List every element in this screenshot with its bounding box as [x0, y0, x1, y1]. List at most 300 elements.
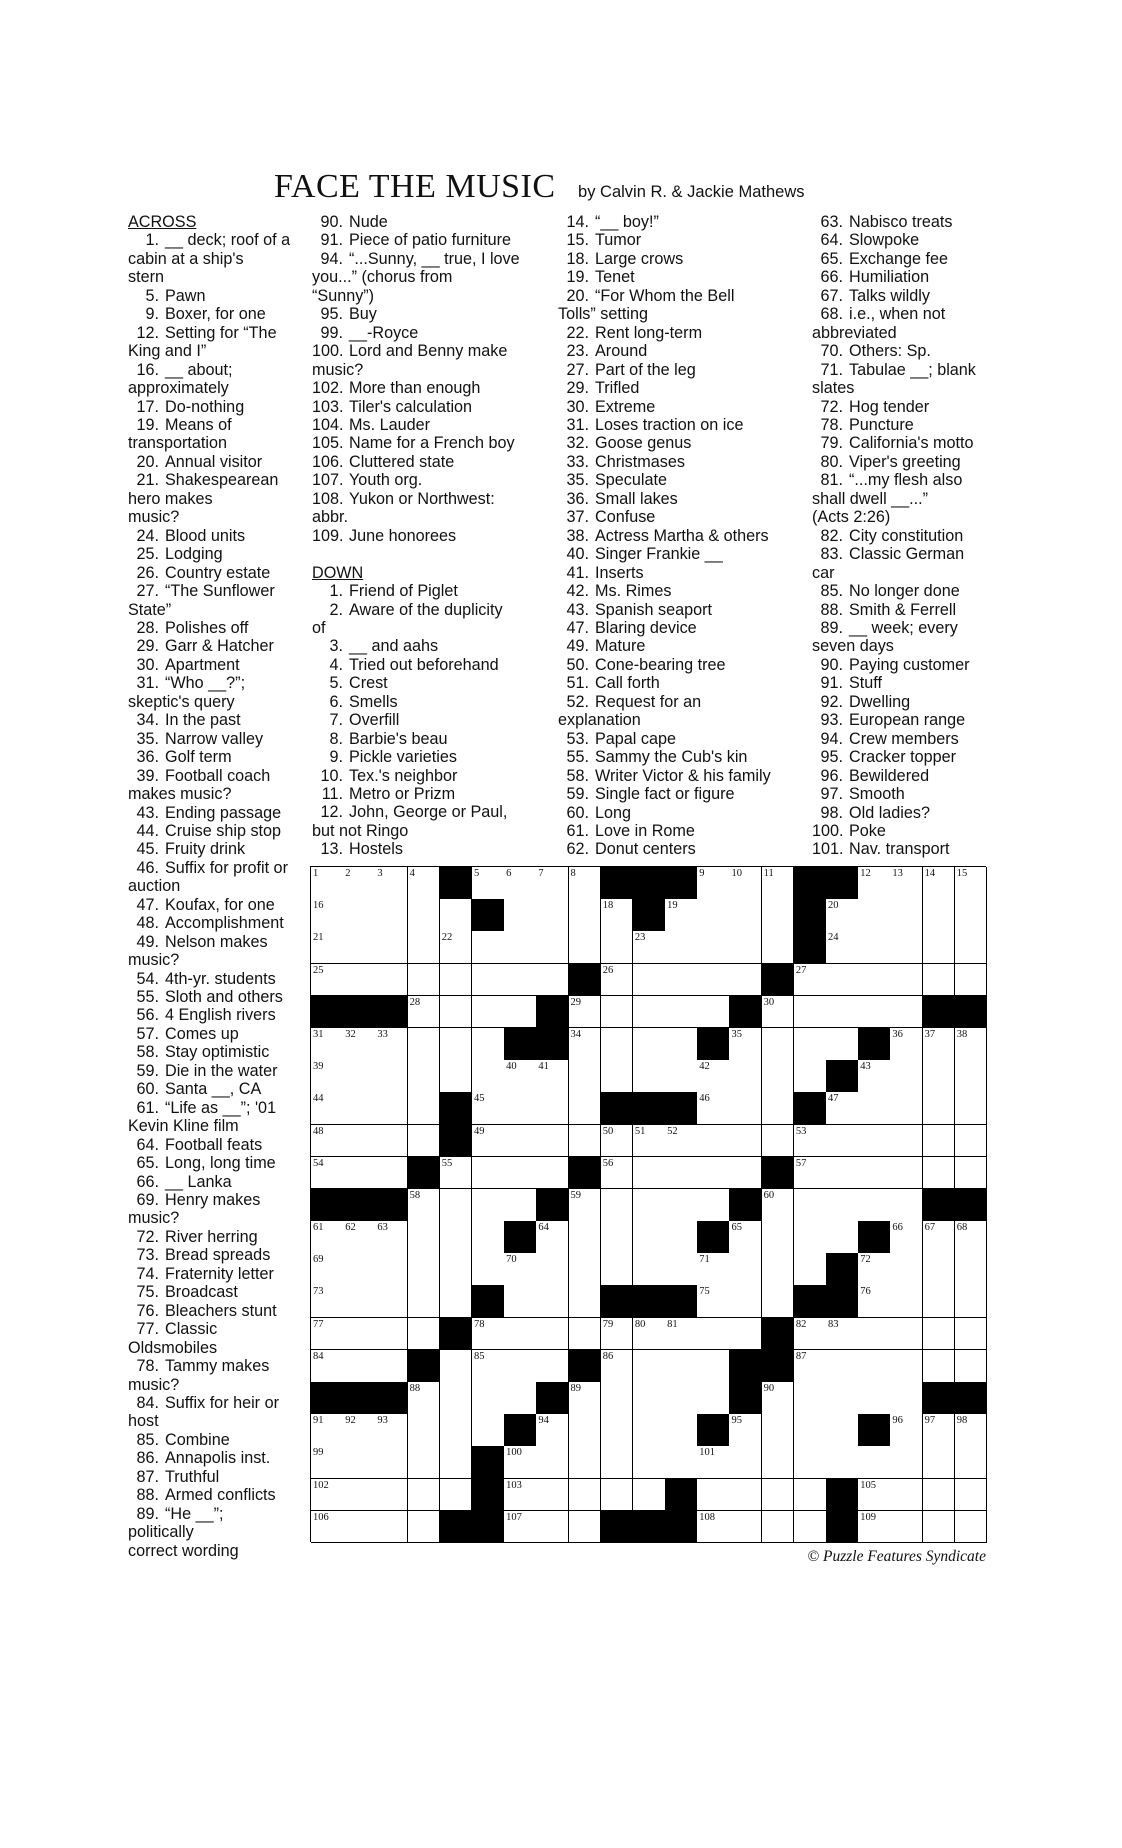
grid-block	[794, 1285, 827, 1318]
grid-block	[504, 1221, 537, 1254]
cell-number: 11	[763, 868, 774, 879]
cell-number: 67	[924, 1222, 936, 1234]
grid-cell	[955, 1511, 988, 1544]
grid-cell	[665, 899, 698, 932]
grid-block	[311, 996, 344, 1029]
grid-cell	[569, 996, 602, 1029]
grid-cell	[343, 1125, 376, 1158]
grid-block	[569, 1350, 602, 1383]
grid-cell	[440, 1060, 473, 1093]
grid-cell	[858, 1511, 891, 1544]
down-clue-23: 23. Around	[566, 342, 648, 361]
grid-cell	[890, 964, 923, 997]
across-clue-19: 19. Means of transportation	[128, 415, 232, 453]
grid-cell	[311, 1285, 344, 1318]
across-clue-29: 29. Garr & Hatcher	[136, 637, 274, 656]
grid-cell	[504, 867, 537, 900]
grid-cell	[729, 964, 762, 997]
grid-cell	[472, 1028, 505, 1061]
grid-cell	[569, 899, 602, 932]
cell-number: 85	[473, 1350, 485, 1362]
grid-cell	[665, 964, 698, 997]
down-clue-82: 82. City constitution	[820, 526, 964, 545]
grid-cell	[311, 1028, 344, 1061]
grid-cell	[375, 867, 408, 900]
grid-cell	[762, 931, 795, 964]
grid-cell	[440, 1189, 473, 1222]
grid-cell	[536, 1157, 569, 1190]
grid-block	[633, 1511, 666, 1544]
grid-cell	[697, 1479, 730, 1512]
grid-cell	[890, 1157, 923, 1190]
grid-cell	[375, 1253, 408, 1286]
across-clue-36: 36. Golf term	[136, 748, 232, 767]
cell-number: 98	[956, 1415, 968, 1427]
across-clue-89: 89. “He __”; politically correct wording	[128, 1504, 239, 1560]
grid-cell	[826, 1446, 859, 1479]
grid-block	[665, 1479, 698, 1512]
grid-cell	[923, 1125, 956, 1158]
down-clue-85: 85. No longer done	[820, 582, 960, 601]
across-clue-109: 109. June honorees	[312, 526, 457, 545]
across-clue-39: 39. Football coach makes music?	[128, 766, 271, 804]
grid-cell	[665, 1157, 698, 1190]
cell-number: 71	[699, 1254, 710, 1266]
grid-block	[633, 899, 666, 932]
grid-cell	[504, 1318, 537, 1351]
grid-cell	[762, 867, 795, 900]
grid-block	[375, 996, 408, 1029]
grid-cell	[858, 931, 891, 964]
grid-cell	[569, 1382, 602, 1415]
grid-cell	[440, 1157, 473, 1190]
down-clue-49: 49. Mature	[566, 637, 646, 656]
across-clue-34: 34. In the past	[136, 711, 241, 730]
grid-cell	[504, 899, 537, 932]
grid-cell	[408, 899, 441, 932]
grid-cell	[408, 1125, 441, 1158]
grid-cell	[311, 1253, 344, 1286]
cell-number: 21	[313, 932, 324, 944]
grid-cell	[601, 1446, 634, 1479]
grid-cell	[858, 1125, 891, 1158]
grid-cell	[633, 1446, 666, 1479]
down-clue-47: 47. Blaring device	[566, 618, 697, 637]
grid-cell	[536, 1221, 569, 1254]
across-clue-61: 61. “Life as __”; '01 Kevin Kline film	[128, 1098, 277, 1136]
grid-cell	[729, 1092, 762, 1125]
clue-column-2	[312, 213, 557, 859]
grid-cell	[311, 1414, 344, 1447]
cell-number: 68	[956, 1222, 968, 1234]
down-clue-18: 18. Large crows	[566, 249, 684, 268]
grid-cell	[955, 1253, 988, 1286]
grid-cell	[729, 931, 762, 964]
grid-cell	[343, 1479, 376, 1512]
grid-cell	[408, 1414, 441, 1447]
grid-cell	[923, 1285, 956, 1318]
across-clue-21: 21. Shakespearean hero makes music?	[128, 471, 279, 527]
cell-number: 61	[313, 1222, 324, 1234]
cell-number: 42	[699, 1061, 710, 1073]
down-clue-33: 33. Christmases	[566, 452, 685, 471]
grid-cell	[955, 867, 988, 900]
cell-number: 81	[667, 1318, 678, 1330]
grid-cell	[311, 1350, 344, 1383]
grid-block	[569, 1157, 602, 1190]
grid-cell	[569, 1318, 602, 1351]
grid-cell	[858, 1189, 891, 1222]
down-clue-22: 22. Rent long-term	[566, 323, 703, 342]
down-clue-36: 36. Small lakes	[566, 489, 678, 508]
grid-cell	[601, 931, 634, 964]
grid-cell	[536, 931, 569, 964]
grid-cell	[955, 1479, 988, 1512]
grid-cell	[504, 1125, 537, 1158]
grid-cell	[375, 1221, 408, 1254]
grid-cell	[311, 1446, 344, 1479]
grid-cell	[890, 1382, 923, 1415]
grid-cell	[826, 1382, 859, 1415]
grid-block	[311, 1189, 344, 1222]
cell-number: 92	[345, 1415, 356, 1427]
across-clue-35: 35. Narrow valley	[136, 729, 264, 748]
down-clue-101: 101. Nav. transport	[812, 840, 950, 859]
cell-number: 15	[956, 868, 968, 879]
grid-cell	[794, 1028, 827, 1061]
across-clue-57: 57. Comes up	[136, 1024, 239, 1043]
cell-number: 24	[828, 932, 839, 944]
down-clue-40: 40. Singer Frankie __	[566, 545, 723, 564]
grid-cell	[472, 1125, 505, 1158]
grid-block	[343, 1382, 376, 1415]
grid-cell	[955, 1060, 988, 1093]
across-clue-47: 47. Koufax, for one	[136, 895, 275, 914]
grid-cell	[472, 996, 505, 1029]
grid-cell	[890, 1092, 923, 1125]
down-clue-43: 43. Spanish seaport	[566, 600, 712, 619]
across-clue-88: 88. Armed conflicts	[136, 1486, 276, 1505]
cell-number: 91	[313, 1415, 324, 1427]
down-clue-31: 31. Loses traction on ice	[566, 415, 744, 434]
grid-cell	[858, 1157, 891, 1190]
grid-block	[762, 1318, 795, 1351]
grid-cell	[858, 1350, 891, 1383]
grid-cell	[375, 931, 408, 964]
across-clue-66: 66. __ Lanka	[136, 1172, 232, 1191]
cell-number: 84	[313, 1350, 324, 1362]
grid-cell	[858, 1253, 891, 1286]
cell-number: 44	[313, 1093, 324, 1105]
grid-cell	[408, 1382, 441, 1415]
grid-cell	[408, 1511, 441, 1544]
across-clue-76: 76. Bleachers stunt	[136, 1301, 277, 1320]
grid-cell	[697, 1350, 730, 1383]
down-clue-95: 95. Cracker topper	[820, 748, 957, 767]
grid-cell	[665, 1350, 698, 1383]
cell-number: 47	[828, 1093, 839, 1105]
cell-number: 13	[892, 868, 903, 879]
down-clue-94: 94. Crew members	[820, 729, 959, 748]
down-clue-14: 14. “__ boy!”	[566, 213, 659, 231]
cell-number: 35	[731, 1028, 742, 1040]
grid-cell	[729, 1511, 762, 1544]
grid-cell	[440, 1350, 473, 1383]
cell-number: 40	[506, 1061, 517, 1073]
grid-cell	[697, 1446, 730, 1479]
grid-cell	[408, 1285, 441, 1318]
grid-cell	[794, 1350, 827, 1383]
cell-number: 60	[763, 1189, 775, 1201]
grid-cell	[408, 1253, 441, 1286]
grid-cell	[794, 1221, 827, 1254]
down-clue-19: 19. Tenet	[566, 268, 635, 287]
grid-cell	[762, 899, 795, 932]
grid-cell	[311, 964, 344, 997]
grid-block	[472, 1446, 505, 1479]
grid-block	[794, 867, 827, 900]
cell-number: 100	[506, 1447, 522, 1459]
grid-cell	[440, 1446, 473, 1479]
grid-cell	[697, 1511, 730, 1544]
grid-cell	[375, 899, 408, 932]
down-clue-2: 2. Aware of the duplicity of	[312, 600, 503, 637]
grid-block	[375, 1189, 408, 1222]
cell-number: 28	[409, 996, 421, 1008]
grid-cell	[472, 1189, 505, 1222]
grid-cell	[729, 1157, 762, 1190]
grid-cell	[633, 1060, 666, 1093]
down-clue-67: 67. Talks wildly	[820, 286, 930, 305]
grid-cell	[601, 1157, 634, 1190]
across-clue-59: 59. Die in the water	[136, 1061, 278, 1080]
down-clue-78: 78. Puncture	[820, 415, 914, 434]
grid-cell	[311, 1125, 344, 1158]
grid-block	[311, 1382, 344, 1415]
grid-cell	[729, 1414, 762, 1447]
across-clue-100: 100. Lord and Benny make music?	[312, 342, 508, 379]
grid-cell	[504, 1350, 537, 1383]
down-clue-15: 15. Tumor	[566, 231, 642, 250]
cell-number: 23	[634, 932, 646, 944]
grid-cell	[343, 1157, 376, 1190]
grid-cell	[858, 1285, 891, 1318]
down-clue-66: 66. Humiliation	[820, 268, 930, 287]
across-clue-64: 64. Football feats	[136, 1135, 263, 1154]
cell-number: 30	[763, 996, 775, 1008]
grid-cell	[858, 1382, 891, 1415]
grid-cell	[665, 931, 698, 964]
grid-cell	[665, 1221, 698, 1254]
grid-cell	[858, 1318, 891, 1351]
grid-cell	[504, 996, 537, 1029]
cell-number: 31	[313, 1028, 324, 1040]
grid-cell	[729, 1221, 762, 1254]
down-clue-100: 100. Poke	[812, 821, 886, 840]
grid-cell	[375, 1285, 408, 1318]
grid-cell	[440, 1253, 473, 1286]
across-clue-26: 26. Country estate	[136, 563, 271, 582]
cell-number: 34	[570, 1028, 582, 1040]
grid-cell	[408, 964, 441, 997]
grid-block	[729, 1382, 762, 1415]
grid-cell	[762, 1028, 795, 1061]
crossword-grid	[310, 866, 986, 1542]
cell-number: 16	[313, 900, 324, 912]
grid-cell	[858, 1446, 891, 1479]
across-clue-43: 43. Ending passage	[136, 803, 282, 822]
grid-block	[440, 1092, 473, 1125]
grid-cell	[408, 1092, 441, 1125]
cell-number: 96	[892, 1415, 903, 1427]
grid-cell	[536, 1350, 569, 1383]
grid-cell	[794, 996, 827, 1029]
grid-cell	[697, 1157, 730, 1190]
grid-cell	[923, 1028, 956, 1061]
grid-cell	[375, 964, 408, 997]
grid-cell	[472, 1350, 505, 1383]
grid-cell	[343, 1253, 376, 1286]
cell-number: 90	[763, 1383, 775, 1395]
grid-cell	[665, 1028, 698, 1061]
grid-cell	[601, 899, 634, 932]
down-clue-4: 4. Tried out beforehand	[329, 655, 499, 674]
across-clue-85: 85. Combine	[136, 1430, 230, 1449]
grid-block	[472, 899, 505, 932]
across-clue-46: 46. Suffix for profit or auction	[128, 858, 288, 896]
cell-number: 103	[506, 1479, 522, 1491]
grid-block	[601, 867, 634, 900]
cell-number: 7	[538, 868, 544, 879]
down-clue-72: 72. Hog tender	[820, 397, 930, 416]
grid-cell	[923, 1479, 956, 1512]
grid-cell	[440, 1382, 473, 1415]
cell-number: 46	[699, 1093, 710, 1105]
down-clue-62: 62. Donut centers	[566, 840, 696, 859]
grid-cell	[955, 1028, 988, 1061]
grid-cell	[923, 1221, 956, 1254]
grid-cell	[955, 1285, 988, 1318]
grid-cell	[375, 1446, 408, 1479]
grid-cell	[955, 1125, 988, 1158]
cell-number: 57	[795, 1157, 807, 1169]
grid-cell	[569, 1414, 602, 1447]
down-clue-61: 61. Love in Rome	[566, 821, 695, 840]
cell-number: 19	[667, 900, 678, 912]
grid-cell	[408, 1028, 441, 1061]
grid-cell	[826, 1414, 859, 1447]
across-clue-105: 105. Name for a French boy	[312, 434, 515, 453]
grid-cell	[762, 1125, 795, 1158]
grid-cell	[665, 996, 698, 1029]
across-clue-55: 55. Sloth and others	[136, 988, 283, 1007]
grid-cell	[504, 1157, 537, 1190]
grid-cell	[633, 1414, 666, 1447]
grid-block	[665, 1285, 698, 1318]
cell-number: 69	[313, 1254, 324, 1266]
across-clue-16: 16. __ about; approximately	[128, 360, 233, 398]
grid-cell	[343, 1028, 376, 1061]
cell-number: 87	[795, 1350, 807, 1362]
grid-cell	[697, 1125, 730, 1158]
down-clue-7: 7. Overfill	[329, 711, 400, 730]
grid-cell	[440, 931, 473, 964]
grid-cell	[665, 1060, 698, 1093]
grid-cell	[923, 1414, 956, 1447]
grid-cell	[697, 1285, 730, 1318]
across-clue-84: 84. Suffix for heir or host	[128, 1394, 279, 1431]
across-clue-5: 5. Pawn	[145, 286, 206, 305]
down-heading: DOWN	[312, 563, 364, 582]
grid-cell	[729, 899, 762, 932]
grid-block	[665, 1511, 698, 1544]
grid-block	[955, 1382, 988, 1415]
grid-cell	[826, 1221, 859, 1254]
across-clue-56: 56. 4 English rivers	[136, 1006, 276, 1025]
cell-number: 33	[377, 1028, 388, 1040]
grid-cell	[697, 931, 730, 964]
grid-cell	[633, 1253, 666, 1286]
grid-cell	[890, 1125, 923, 1158]
grid-cell	[794, 1157, 827, 1190]
grid-cell	[440, 1414, 473, 1447]
grid-cell	[343, 1092, 376, 1125]
grid-cell	[440, 1028, 473, 1061]
down-clue-30: 30. Extreme	[566, 397, 656, 416]
grid-cell	[408, 1446, 441, 1479]
grid-cell	[858, 867, 891, 900]
grid-block	[536, 1189, 569, 1222]
grid-cell	[762, 1414, 795, 1447]
down-clue-83: 83. Classic German car	[812, 545, 965, 582]
grid-cell	[343, 1446, 376, 1479]
grid-cell	[472, 1414, 505, 1447]
cell-number: 94	[538, 1415, 549, 1427]
grid-cell	[569, 1479, 602, 1512]
grid-cell	[955, 1350, 988, 1383]
grid-cell	[569, 1253, 602, 1286]
grid-cell	[343, 1414, 376, 1447]
grid-cell	[890, 931, 923, 964]
grid-cell	[858, 1060, 891, 1093]
grid-cell	[697, 867, 730, 900]
puzzle-header	[274, 168, 894, 208]
grid-cell	[601, 1125, 634, 1158]
grid-block	[536, 1028, 569, 1061]
grid-cell	[408, 1318, 441, 1351]
grid-cell	[569, 1221, 602, 1254]
grid-block	[794, 899, 827, 932]
cell-number: 32	[345, 1028, 356, 1040]
grid-cell	[569, 1060, 602, 1093]
down-clue-91: 91. Stuff	[820, 674, 882, 693]
grid-cell	[890, 1479, 923, 1512]
grid-cell	[536, 964, 569, 997]
across-clue-30: 30. Apartment	[136, 655, 240, 674]
grid-block	[826, 867, 859, 900]
grid-cell	[569, 931, 602, 964]
grid-cell	[890, 1414, 923, 1447]
grid-block	[923, 996, 956, 1029]
grid-cell	[794, 1189, 827, 1222]
cell-number: 72	[860, 1254, 871, 1266]
cell-number: 109	[860, 1511, 876, 1523]
grid-cell	[890, 1060, 923, 1093]
cell-number: 88	[409, 1383, 421, 1395]
grid-block	[601, 1092, 634, 1125]
copyright-notice: © Puzzle Features Syndicate	[807, 1548, 986, 1565]
across-clue-12: 12. Setting for “The King and I”	[128, 323, 277, 361]
